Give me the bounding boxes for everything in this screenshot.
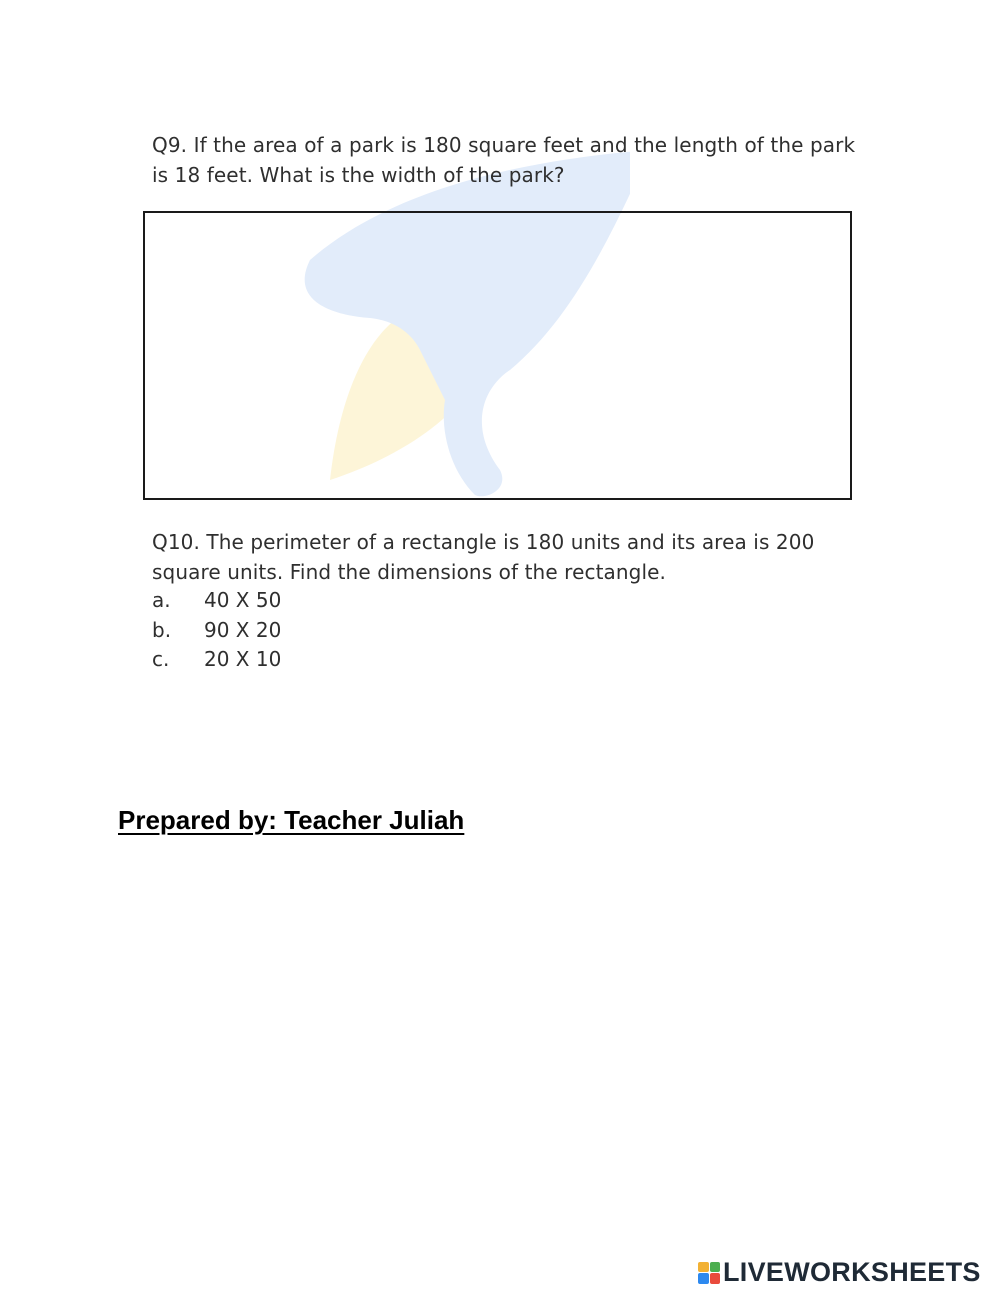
option-value: 90 X 20	[204, 617, 282, 642]
option-value: 40 X 50	[204, 588, 282, 612]
option-letter: a.	[152, 588, 171, 612]
question-10-options	[152, 586, 281, 675]
option-c[interactable]	[152, 645, 281, 675]
option-value: 20 X 10	[204, 647, 282, 671]
liveworksheets-logo-icon	[698, 1262, 720, 1284]
question-9-text: Q9. If the area of a park is 180 square feet and the length of the park is 18 feet. What is the width of the park?	[152, 133, 856, 187]
brand-name: LIVEWORKSHEETS	[723, 1257, 981, 1287]
option-b[interactable]	[152, 616, 281, 646]
answer-box[interactable]	[143, 211, 852, 500]
prepared-by-label: Prepared by: Teacher Juliah	[118, 805, 465, 835]
option-a[interactable]	[152, 586, 281, 616]
liveworksheets-brand[interactable]	[698, 1257, 981, 1288]
option-letter: b.	[152, 617, 172, 642]
option-letter: c.	[152, 647, 170, 671]
question-10-text: Q10. The perimeter of a rectangle is 180 units and its area is 200 square units. Find the dimensions of the rectangle.	[152, 530, 815, 584]
